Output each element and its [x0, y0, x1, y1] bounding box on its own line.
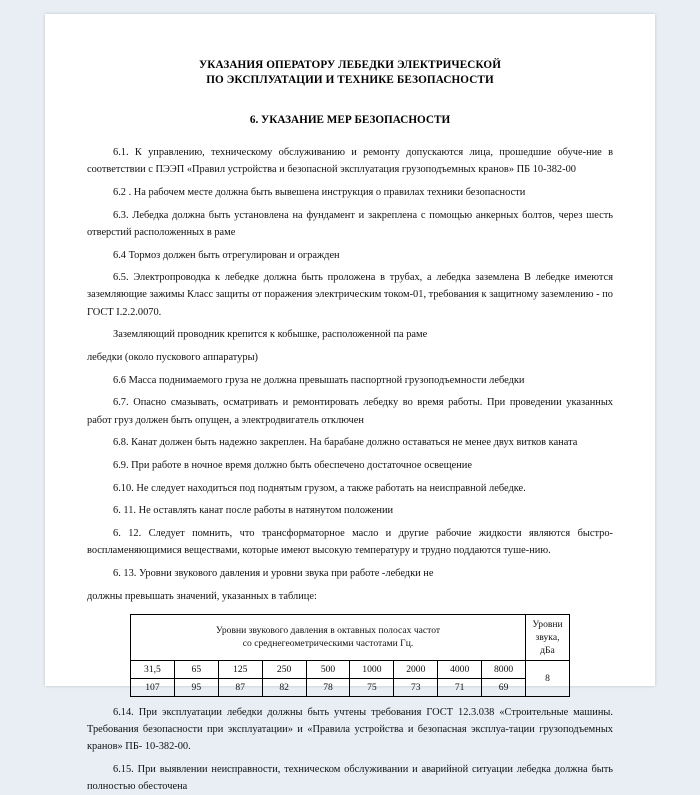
- document-title-line-1: УКАЗАНИЯ ОПЕРАТОРУ ЛЕБЕДКИ ЭЛЕКТРИЧЕСКОЙ: [198, 59, 502, 71]
- table-level-cell: 69: [482, 678, 526, 696]
- noise-table-wrapper: [87, 614, 613, 697]
- table-header-row: [131, 614, 570, 660]
- table-level-cell: 73: [394, 678, 438, 696]
- paragraph: 6.9. При работе в ночное время должно быть обеспечено достаточное освещение: [113, 460, 472, 472]
- table-header-right-line-2: звука, дБа: [535, 631, 560, 656]
- table-level-cell: 82: [262, 678, 306, 696]
- paragraph: должны превышать значений, указанных в таблице:: [87, 590, 317, 602]
- table-frequency-cell: 8000: [482, 660, 526, 678]
- table-frequency-cell: 1000: [350, 660, 394, 678]
- paragraph: Заземляющий проводник крепится к кобышке, расположенной па раме: [113, 329, 428, 341]
- table-header-right: [526, 614, 570, 660]
- table-header-right-line-1: Уровни: [532, 618, 563, 630]
- document-title-line-2: ПО ЭКСПЛУАТАЦИИ И ТЕХНИКЕ БЕЗОПАСНОСТИ: [206, 74, 494, 86]
- table-header-left-line-2: со среднегеометрическими частотами Гц.: [242, 638, 414, 650]
- paragraph: 6.14. При эксплуатации лебедки должны быть учтены требования ГОСТ 12.3.038 «Строительные машины. Требования безопасности при эксплуатации» и «Правила устройства и безопасная эксплуа-тации грузоподъемных кранов» ПБ- 10-382-00.: [87, 706, 613, 753]
- table-level-cell: 78: [306, 678, 350, 696]
- paragraph: 6.7. Опасно смазывать, осматривать и ремонтировать лебедку во время работы. При проведении указанных работ груз должен быть опущен, а электродвигатель отключен: [87, 397, 613, 426]
- table-levels-row: [131, 678, 570, 696]
- paragraph: 6.2 . На рабочем месте должна быть вывешена инструкция о правилах техники безопасности: [113, 186, 526, 198]
- paragraph-group-after-table: [87, 704, 613, 795]
- table-frequency-cell: 2000: [394, 660, 438, 678]
- table-sound-level-cell: 8: [526, 660, 570, 696]
- paragraph-group-before-table: [87, 144, 613, 605]
- table-frequency-cell: 250: [262, 660, 306, 678]
- paragraph: 6.15. При выявлении неисправности, техническом обслуживании и аварийной ситуации лебедка должна быть полностью обесточена: [87, 764, 613, 793]
- paragraph: 6. 13. Уровни звукового давления и уровни звука при работе -лебедки не: [113, 568, 434, 580]
- table-level-cell: 107: [131, 678, 175, 696]
- paragraph: 6.8. Канат должен быть надежно закреплен. На барабане должно оставаться не менее двух витков каната: [113, 437, 578, 449]
- section-title: 6. УКАЗАНИЕ МЕР БЕЗОПАСНОСТИ: [249, 114, 451, 126]
- table-level-cell: 95: [174, 678, 218, 696]
- table-header-left: [131, 614, 526, 660]
- paragraph: 6. 12. Следует помнить, что трансформаторное масло и другие рабочие жидкости являются быстро-воспламеняющимися веществами, которые имеют высокую температуру и трудно поддаются туше-нию.: [87, 528, 613, 557]
- paragraph: 6.3. Лебедка должна быть установлена на фундамент и закреплена с помощью анкерных болтов, через шесть отверстий расположенных в раме: [87, 209, 613, 238]
- paragraph: 6.5. Электропроводка к лебедке должна быть проложена в трубах, а лебедка заземлена В лебедке имеются заземляющие зажимы Класс защиты от поражения электрическим током-01, требования к защитному заземлению - по ГОСТ I.2.2.0070.: [87, 272, 613, 318]
- table-level-cell: 75: [350, 678, 394, 696]
- table-frequency-cell: 125: [218, 660, 262, 678]
- noise-levels-table: [130, 614, 570, 697]
- table-frequency-row: [131, 660, 570, 678]
- paragraph: лебедки (около пускового аппаратуры): [87, 352, 259, 364]
- paragraph: 6.10. Не следует находиться под поднятым грузом, а также работать на неисправной лебедке.: [113, 482, 526, 494]
- table-frequency-cell: 500: [306, 660, 350, 678]
- table-header-left-line-1: Уровни звукового давления в октавных полосах частот: [215, 625, 441, 637]
- table-level-cell: 87: [218, 678, 262, 696]
- table-frequency-cell: 31,5: [131, 660, 175, 678]
- document-page: [45, 14, 655, 793]
- table-frequency-cell: 4000: [438, 660, 482, 678]
- table-level-cell: 71: [438, 678, 482, 696]
- paragraph: 6.4 Тормоз должен быть отрегулирован и огражден: [113, 249, 340, 261]
- document-body: [87, 144, 613, 795]
- paragraph: 6.6 Масса поднимаемого груза не должна превышать паспортной грузоподъемности лебедки: [113, 374, 525, 386]
- document-title: [87, 58, 613, 88]
- paragraph: 6. 11. Не оставлять канат после работы в натянутом положении: [113, 505, 394, 517]
- paragraph: 6.1. К управлению, техническому обслуживанию и ремонту допускаются лица, прошедшие обуче-ние в соответствии с ПЭЭП «Правил устройства и безопасной эксплуатация грузоподъемных кранов» ПБ 10-382-00: [87, 147, 613, 176]
- table-frequency-cell: 65: [174, 660, 218, 678]
